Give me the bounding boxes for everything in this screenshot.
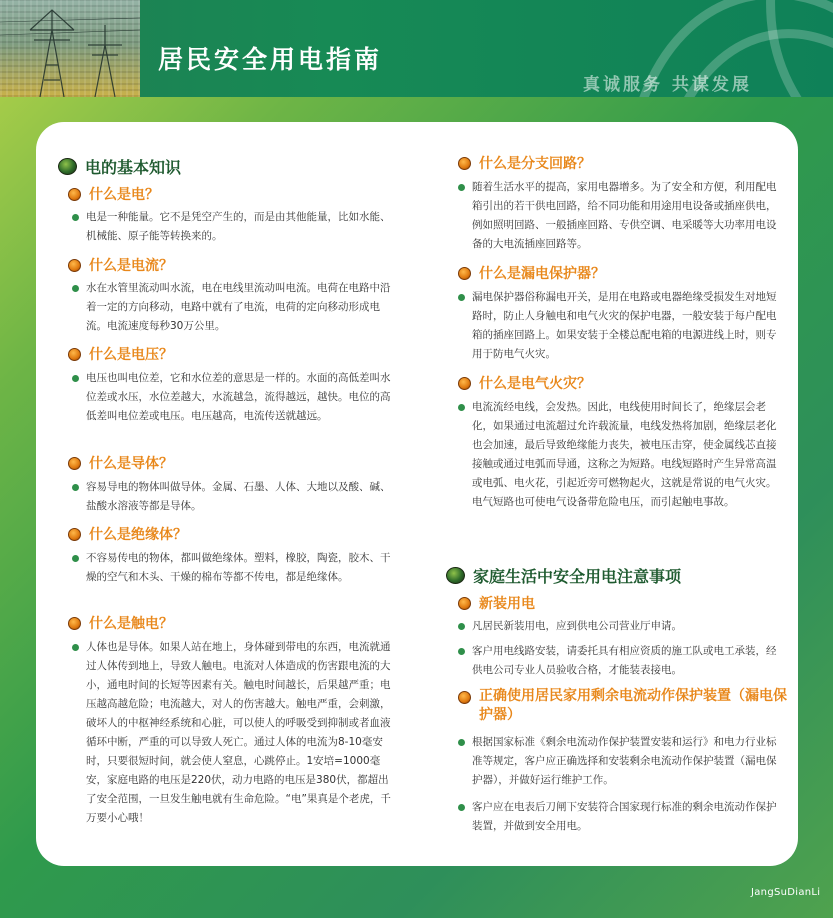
- orange-bullet-icon: [68, 259, 81, 272]
- answer-paragraph: [458, 617, 786, 636]
- question-heading: [68, 524, 187, 544]
- green-bullet-icon: [72, 285, 79, 292]
- question-heading: [68, 344, 173, 364]
- answer-text: 随着生活水平的提高，家用电器增多。为了安全和方便，利用配电箱引出的若干供电回路，给不同功能和用途用电设备或插座供电，例如照明回路、一般插座回路、专供空调、电采暖等大功率用电设备的大电流插座回路等。: [472, 181, 777, 250]
- answer-text: 漏电保护器俗称漏电开关，是用在电路或电器绝缘受损发生对地短路时，防止人身触电和电气火灾的保护电器，一般安装于每户配电箱的插座回路上。如果安装于全楼总配电箱的电源进线上时，则专用于防电气火灾。: [472, 291, 777, 360]
- question-heading: [68, 453, 173, 473]
- answer-text: 人体也是导体。如果人站在地上，身体碰到带电的东西，电流就通过人体传到地上，导致人触电。电流对人体造成的伤害跟电流的大小，通电时间的长短等因素有关。触电时间越长，后果越严重；电压越高越危险；电流越大，对人的伤害越大。触电严重，会刺激，破坏人的中枢神经系统和心脏，可以使人的呼吸受到抑制或者血液循环中断，严重的可以导致人死亡。通过人体的电流为8-10毫安时，只要很短时间，就会使人窒息，心跳停止。1安培=1000毫安，家庭电路的电压是220伏，动力电路的电压是380伏，都超出了安全范围，一旦发生触电就有生命危险。“电”果真是个老虎，千万要小心哦！: [86, 641, 391, 824]
- answer-text: 电是一种能量。它不是凭空产生的，而是由其他能量，比如水能、机械能、原子能等转换来的。: [86, 211, 391, 242]
- orange-bullet-icon: [458, 157, 471, 170]
- section-title: 家庭生活中安全用电注意事项: [473, 567, 682, 586]
- green-bullet-icon: [72, 555, 79, 562]
- orange-bullet-icon: [68, 188, 81, 201]
- answer-paragraph: [72, 478, 396, 516]
- answer-paragraph: [72, 279, 396, 336]
- content-panel: [36, 122, 798, 866]
- answer-text: 电流流经电线，会发热。因此，电线使用时间长了，绝缘层会老化，如果通过电流超过允许载流量，电线发热将加剧，绝缘层老化也会加速，最后导致绝缘能力丧失，被电压击穿，使金属线芯直接接触或通过电弧而导通，这称之为短路。电线短路时产生异常高温或电弧、电火花，引起近旁可燃物起火，这就是常说的电气火灾。电气短路也可使电气设备带危险电压，而引起触电事故。: [472, 401, 777, 508]
- watermark-text: JangSuDianLi: [751, 887, 821, 898]
- answer-text: 电压也叫电位差，它和水位差的意思是一样的。水面的高低差叫水位差或水压，水位差越大，水流越急，流得越远，越快。电位的高低差叫电位差或电压。电压越高，电流传送就越远。: [86, 372, 391, 422]
- orange-bullet-icon: [68, 617, 81, 630]
- question-heading: [458, 153, 591, 173]
- orange-bullet-icon: [458, 691, 471, 704]
- question-text: 正确使用居民家用剩余电流动作保护装置（漏电保护器）: [479, 688, 787, 723]
- green-bullet-icon: [72, 484, 79, 491]
- answer-text: 客户用电线路安装，请委托具有相应资质的施工队或电工承装，经供电公司专业人员验收合格，才能装表接电。: [472, 645, 777, 676]
- question-heading: [458, 687, 788, 725]
- green-bullet-icon: [458, 294, 465, 301]
- orange-bullet-icon: [458, 597, 471, 610]
- question-text: 什么是电？: [89, 187, 159, 203]
- answer-paragraph: [458, 733, 786, 790]
- green-bullet-icon: [458, 404, 465, 411]
- question-text: 什么是电气火灾？: [479, 376, 591, 392]
- orange-bullet-icon: [68, 348, 81, 361]
- answer-text: 不容易传电的物体，都叫做绝缘体。塑料，橡胶，陶瓷，胶木、干燥的空气和木头、干燥的棉布等都不传电，都是绝缘体。: [86, 552, 391, 583]
- answer-paragraph: [458, 288, 786, 364]
- question-text: 什么是漏电保护器？: [479, 266, 605, 282]
- answer-paragraph: [72, 549, 396, 587]
- green-bullet-icon: [72, 214, 79, 221]
- answer-paragraph: [458, 798, 786, 836]
- answer-paragraph: [458, 398, 786, 512]
- answer-text: 根据国家标准《剩余电流动作保护装置安装和运行》和电力行业标准等规定，客户应正确选择和安装剩余电流动作保护装置（漏电保护器），并做好运行维护工作。: [472, 736, 777, 786]
- question-heading: [458, 593, 535, 613]
- orange-bullet-icon: [458, 377, 471, 390]
- globe-icon: [446, 567, 465, 584]
- answer-paragraph: [458, 642, 786, 680]
- header-slogan: 真诚服务 共谋发展: [583, 75, 752, 95]
- answer-text: 容易导电的物体叫做导体。金属、石墨、人体、大地以及酸、碱、盐酸水溶液等都是导体。: [86, 481, 391, 512]
- section-title: 电的基本知识: [85, 158, 182, 177]
- answer-text: 凡居民新装用电，应到供电公司营业厅申请。: [472, 620, 682, 632]
- green-bullet-icon: [458, 804, 465, 811]
- section-household-safety: [446, 564, 681, 587]
- answer-paragraph: [72, 638, 396, 828]
- green-bullet-icon: [458, 739, 465, 746]
- answer-paragraph: [72, 369, 396, 426]
- power-tower-photo: [0, 0, 140, 97]
- answer-paragraph: [458, 178, 786, 254]
- orange-bullet-icon: [458, 267, 471, 280]
- question-text: 什么是分支回路？: [479, 156, 591, 172]
- question-text: 什么是电压？: [89, 347, 173, 363]
- green-bullet-icon: [458, 648, 465, 655]
- question-text: 什么是导体？: [89, 456, 173, 472]
- green-bullet-icon: [72, 375, 79, 382]
- question-heading: [68, 255, 173, 275]
- question-heading: [458, 263, 605, 283]
- question-text: 什么是电流？: [89, 258, 173, 274]
- question-text: 什么是绝缘体？: [89, 527, 187, 543]
- orange-bullet-icon: [68, 457, 81, 470]
- answer-text: 客户应在电表后刀闸下安装符合国家现行标准的剩余电流动作保护装置，并做到安全用电。: [472, 801, 777, 832]
- question-heading: [68, 613, 173, 633]
- green-bullet-icon: [458, 623, 465, 630]
- question-heading: [68, 184, 159, 204]
- globe-icon: [58, 158, 77, 175]
- orange-bullet-icon: [68, 528, 81, 541]
- header-banner: [0, 0, 833, 97]
- question-text: 新装用电: [479, 596, 535, 612]
- green-bullet-icon: [458, 184, 465, 191]
- page-title: 居民安全用电指南: [158, 45, 383, 74]
- question-text: 什么是触电？: [89, 616, 173, 632]
- section-basic-knowledge: [58, 155, 181, 178]
- answer-text: 水在水管里流动叫水流，电在电线里流动叫电流。电荷在电路中沿着一定的方向移动，电路中就有了电流，电荷的定向移动形成电流。电流速度每秒30万公里。: [86, 282, 391, 332]
- green-bullet-icon: [72, 644, 79, 651]
- answer-paragraph: [72, 208, 396, 246]
- question-heading: [458, 373, 591, 393]
